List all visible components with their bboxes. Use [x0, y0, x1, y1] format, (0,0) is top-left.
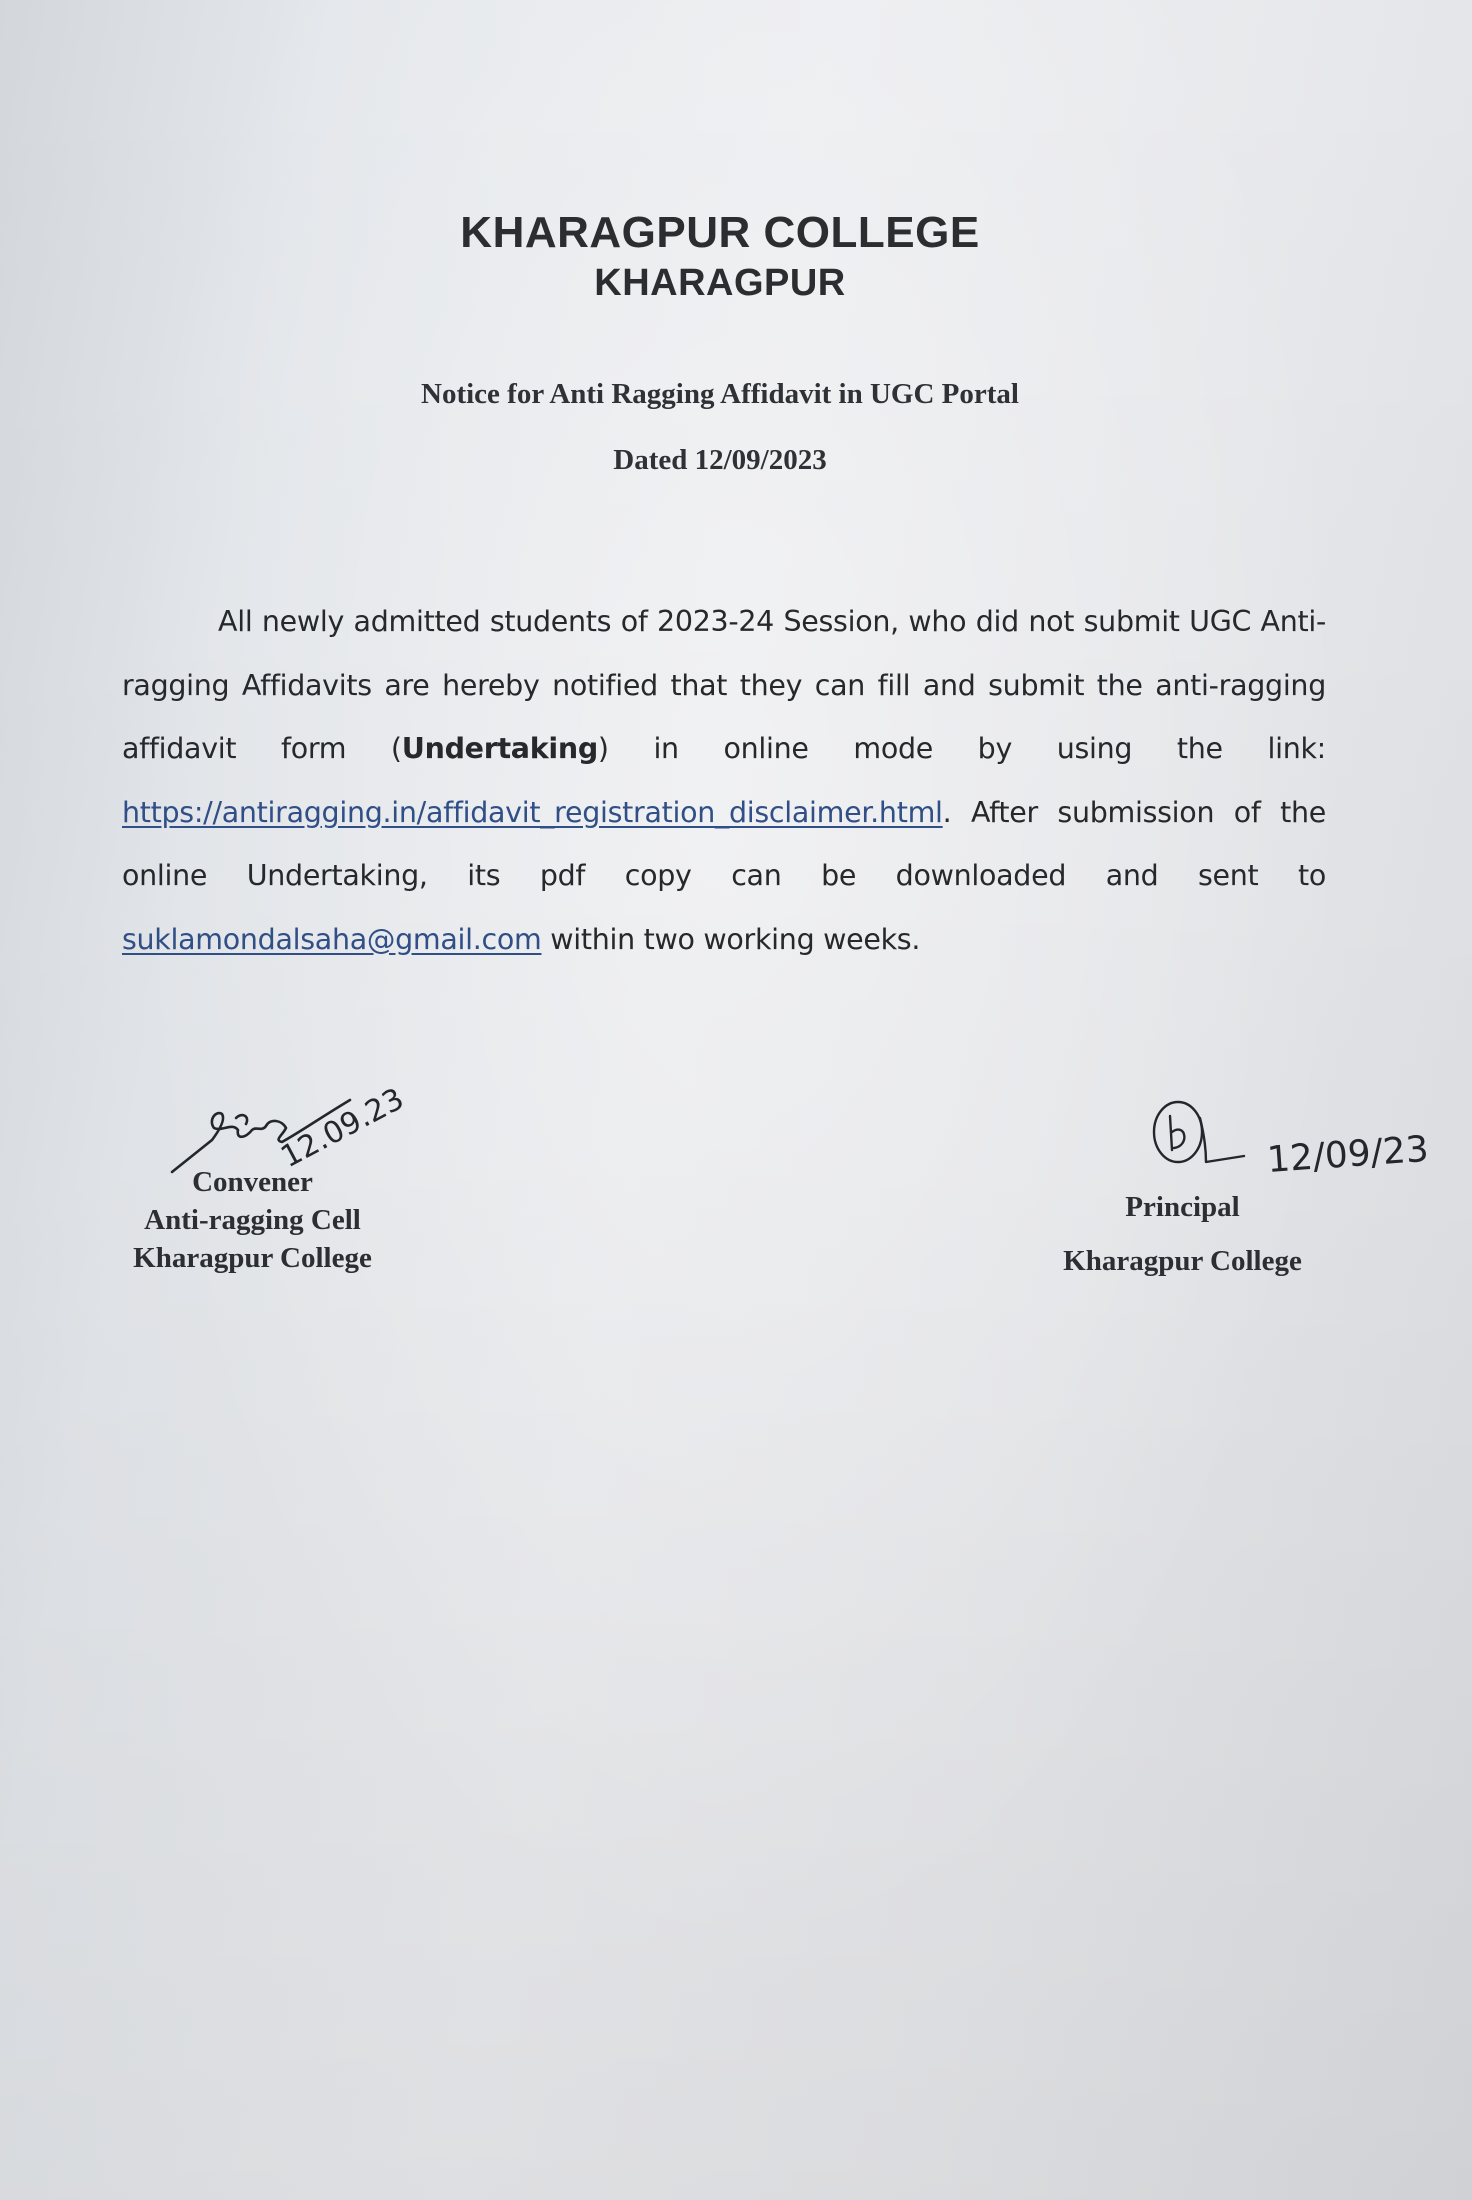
- convener-signature-date: 12.09.23: [275, 1081, 410, 1176]
- principal-signature-block: [1030, 1180, 1335, 1288]
- body-text-2: ) in online mode by using the link:: [597, 732, 1326, 765]
- affidavit-link[interactable]: https://antiragging.in/affidavit_registration_disclaimer.html: [122, 795, 943, 829]
- body-text-1: All newly admitted students of 2023-24 Session, who did not submit UGC Anti-ragging Affidavits are hereby notified that they can fill and submit the anti-ragging affidavit form (: [122, 605, 1326, 765]
- email-link[interactable]: suklamondalsaha@gmail.com: [122, 922, 542, 956]
- college-name: KHARAGPUR COLLEGE: [460, 208, 980, 257]
- convener-signature: [172, 1081, 410, 1175]
- convener-cell: Anti-ragging Cell: [144, 1204, 361, 1236]
- body-text-3: . After submission of the online Undertaking, its pdf copy can be downloaded and sent to: [122, 795, 1326, 892]
- principal-role: Principal: [1125, 1191, 1240, 1223]
- body-text-4: within two working weeks.: [541, 922, 921, 956]
- convener-signature-block: [100, 1163, 405, 1277]
- college-city: KHARAGPUR: [594, 262, 846, 304]
- principal-org: Kharagpur College: [1063, 1245, 1302, 1277]
- principal-signature: [1154, 1102, 1430, 1181]
- notice-date: Dated 12/09/2023: [613, 444, 827, 476]
- body-bold-undertaking: Undertaking: [401, 732, 598, 765]
- principal-signature-date: 12/09/23: [1265, 1128, 1430, 1181]
- convener-role: Convener: [192, 1166, 313, 1198]
- notice-title: Notice for Anti Ragging Affidavit in UGC Portal: [421, 378, 1019, 410]
- convener-org: Kharagpur College: [133, 1242, 372, 1274]
- notice-body: [122, 590, 1326, 971]
